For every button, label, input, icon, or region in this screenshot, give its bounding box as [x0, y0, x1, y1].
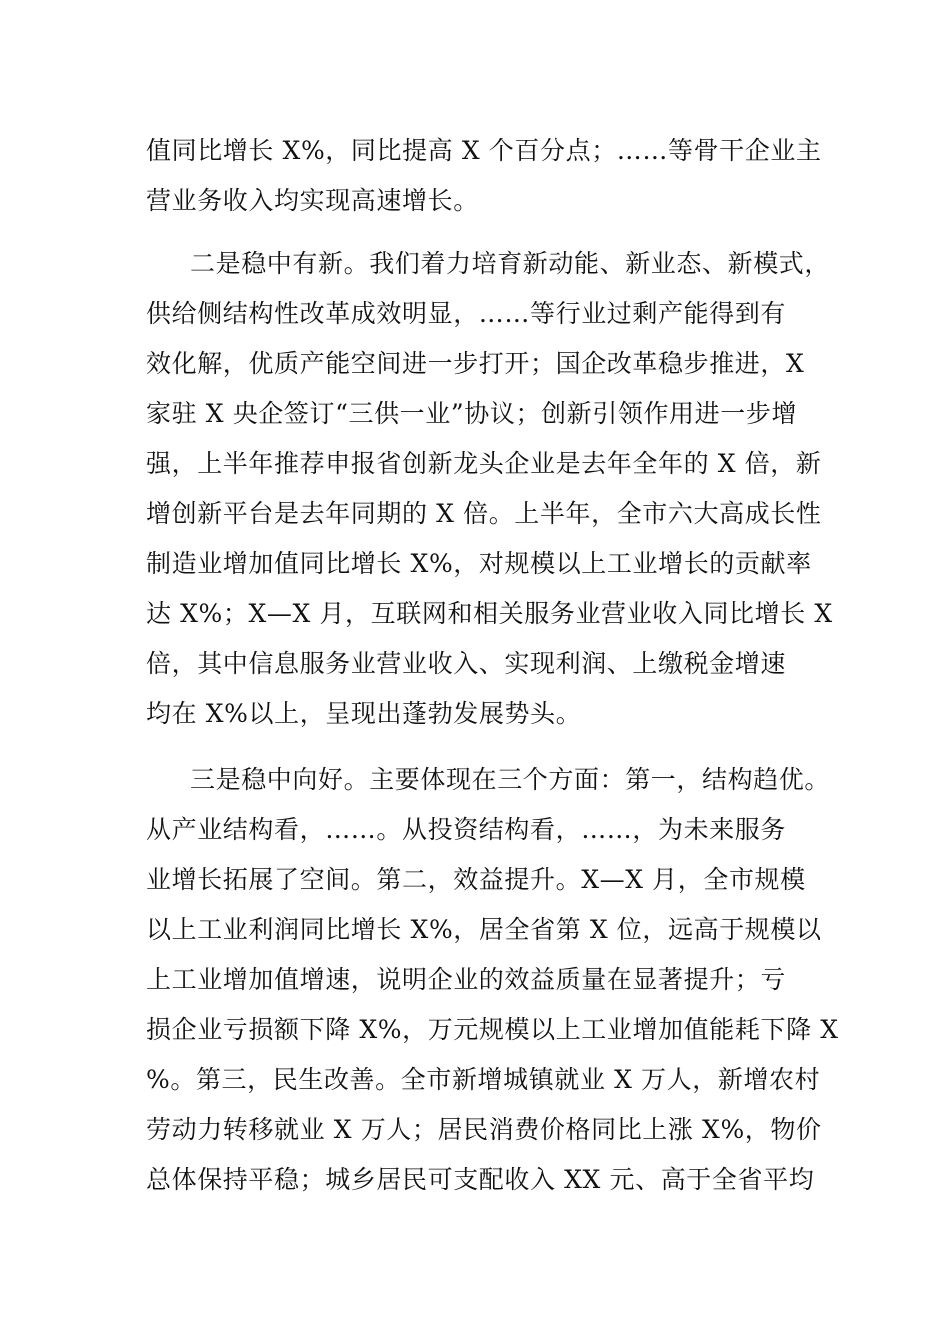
text-line: 劳动力转移就业 X 万人；居民消费价格同比上涨 X%，物价: [146, 1115, 822, 1144]
text-line: 营业务收入均实现高速增长。: [146, 186, 479, 215]
text-line: 值同比增长 X%，同比提高 X 个百分点；……等骨干企业主: [146, 136, 822, 165]
text-line: 损企业亏损额下降 X%，万元规模以上工业增加值能耗下降 X: [146, 1015, 839, 1044]
text-line: 从产业结构看，……。从投资结构看，……，为未来服务: [146, 815, 787, 844]
text-line: 业增长拓展了空间。第二，效益提升。X—X 月，全市规模: [146, 865, 806, 894]
text-line: 均在 X%以上，呈现出蓬勃发展势头。: [146, 699, 582, 728]
text-line: %。第三，民生改善。全市新增城镇就业 X 万人，新增农村: [146, 1065, 821, 1094]
text-line: 三是稳中向好。主要体现在三个方面：第一，结构趋优。: [190, 765, 831, 794]
text-line: 家驻 X 央企签订“三供一业”协议；创新引领作用进一步增: [146, 399, 798, 428]
text-line: 强，上半年推荐申报省创新龙头企业是去年全年的 X 倍，新: [146, 449, 822, 478]
text-line: 总体保持平稳；城乡居民可支配收入 XX 元、高于全省平均: [146, 1165, 815, 1194]
text-line: 供给侧结构性改革成效明显，……等行业过剩产能得到有: [146, 299, 787, 328]
text-line: 增创新平台是去年同期的 X 倍。上半年，全市六大高成长性: [146, 499, 822, 528]
text-line: 上工业增加值增速，说明企业的效益质量在显著提升；亏: [146, 965, 787, 994]
text-line: 效化解，优质产能空间进一步打开；国企改革稳步推进，X: [146, 349, 805, 378]
text-line: 制造业增加值同比增长 X%，对规模以上工业增长的贡献率: [146, 549, 812, 578]
text-line: 达 X%；X—X 月，互联网和相关服务业营业收入同比增长 X: [146, 599, 833, 628]
text-line: 二是稳中有新。我们着力培育新动能、新业态、新模式，: [190, 249, 831, 278]
text-line: 以上工业利润同比增长 X%，居全省第 X 位，远高于规模以: [146, 915, 822, 944]
text-line: 倍，其中信息服务业营业收入、实现利润、上缴税金增速: [146, 649, 787, 678]
